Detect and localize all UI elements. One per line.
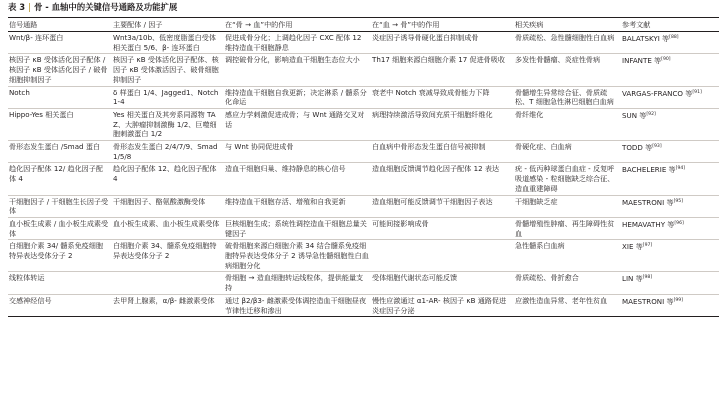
header-row: [8, 18, 719, 32]
cell-bone-to-blood: 造血干细胞归巢、维持静息的核心信号: [225, 164, 346, 174]
reference-author: XIE 等: [622, 242, 643, 252]
reference-number: [98]: [642, 275, 653, 281]
table-row: [8, 141, 719, 163]
reference-number: [93]: [652, 144, 662, 150]
reference-number: [91]: [692, 89, 702, 95]
reference-author: HEMAVATHY 等: [622, 219, 675, 229]
cell-pathway: 核因子 κB 受体活化因子配体 / 核因子 κB 受体活化因子 / 破骨细胞抑制因子: [9, 55, 108, 84]
table-caption: [8, 1, 177, 13]
cell-disease: 骨髓增生异常综合征、骨质疏松、T 细胞急性淋巴细胞白血病: [515, 87, 614, 107]
table-row: [8, 163, 719, 195]
table-row: [8, 108, 719, 140]
table-body: [8, 32, 719, 317]
cell-blood-to-bone: 可能间接影响成骨: [372, 218, 429, 228]
reference-number: [95]: [673, 198, 683, 204]
cell-reference: [621, 240, 719, 272]
reference-author: INFANTE 等: [622, 56, 662, 66]
cell-pathway: 交感神经信号: [9, 295, 52, 305]
cell-blood-to-bone: 病理持续激活导致间充质干细胞纤维化: [372, 109, 493, 119]
cell-pathway: Wnt/β- 连环蛋白: [9, 33, 64, 42]
cell-ligand: 核因子 κB 受体活化因子配体、核因子 κB 受体激活因子、破骨细胞抑制因子: [113, 55, 219, 84]
reference-author: LIN 等: [622, 274, 643, 284]
cell-blood-to-bone: Th17 细胞来源白细胞介素 17 促进骨吸收: [372, 55, 505, 65]
reference-number: [90]: [661, 57, 671, 63]
cell-reference: [621, 163, 719, 195]
cell-ligand: 血小板生成素、血小板生成素受体: [113, 218, 220, 228]
cell-disease: 应激性造血异常、老年性贫血: [515, 295, 608, 305]
cell-reference: [621, 32, 719, 54]
cell-pathway: Hippo-Yes 相关蛋白: [9, 109, 74, 119]
cell-blood-to-bone: 衰老中 Notch 衰减导致成骨能力下降: [372, 87, 490, 97]
cell-ligand: 干细胞因子、酪氨酸激酶受体: [113, 196, 206, 206]
signaling-pathway-table: [8, 17, 719, 317]
cell-blood-to-bone: 造血细胞可能反馈调节干细胞因子表达: [372, 196, 493, 206]
cell-bone-to-blood: 促进成骨分化；上调趋化因子 CXC 配体 12 维持造血干细胞静息: [225, 33, 362, 52]
cell-disease: 骨髓增殖性肿瘤、再生障碍性贫血: [515, 218, 615, 238]
cell-disease: 多发性骨髓瘤、炎症性骨病: [515, 55, 601, 65]
cell-reference: [621, 272, 719, 294]
cell-disease: 疣 - 低丙种球蛋白血症 - 反复呼吸道感染 - 粒细胞缺乏综合征、造血重建障碍: [515, 164, 615, 193]
cell-blood-to-bone: [371, 240, 514, 272]
cell-reference: [621, 54, 719, 86]
cell-bone-to-blood: 调控破骨分化，影响造血干细胞生态位大小: [225, 55, 360, 65]
cell-reference: [621, 217, 719, 239]
table-row: [8, 294, 719, 316]
cell-pathway: 线粒体转运: [9, 273, 45, 283]
caption-separator: |: [28, 2, 31, 12]
reference-author: BALATSKYI 等: [622, 34, 670, 43]
cell-disease: 骨质疏松、骨折愈合: [515, 273, 579, 283]
cell-bone-to-blood: 骨细胞 → 造血细胞转运线粒体，提供能量支持: [225, 273, 364, 293]
header-ligand: 主要配体 / 因子: [113, 19, 163, 29]
cell-disease: 骨纤维化: [515, 109, 544, 119]
header-disease: 相关疾病: [515, 19, 544, 29]
table-row: [8, 32, 719, 54]
cell-blood-to-bone: 炎症因子诱导骨硬化蛋白抑制成骨: [372, 33, 479, 42]
cell-ligand: 趋化因子配体 12、趋化因子配体 4: [113, 164, 217, 184]
cell-bone-to-blood: 维持造血干细胞存活、增殖和自我更新: [225, 196, 346, 206]
table-row: [8, 54, 719, 86]
reference-number: [97]: [642, 243, 653, 249]
cell-reference: [621, 195, 719, 217]
reference-number: [94]: [675, 166, 686, 172]
reference-author: SUN 等: [622, 110, 647, 120]
cell-bone-to-blood: 通过 β2/β3- 雌激素受体调控造血干细胞昼夜节律性迁移和渗出: [225, 295, 367, 315]
cell-bone-to-blood: 感应力学刺激促进成骨；与 Wnt 通路交叉对话: [225, 109, 365, 129]
table-row: [8, 195, 719, 217]
header-reference: 参考文献: [622, 19, 651, 29]
cell-pathway: 骨形态发生蛋白 /Smad 蛋白: [9, 142, 101, 152]
reference-number: [99]: [673, 297, 683, 303]
reference-number: [92]: [646, 111, 656, 117]
reference-author: MAESTRONI 等: [622, 296, 674, 306]
table-row: [8, 240, 719, 272]
reference-author: TODD 等: [622, 143, 653, 153]
table-header: [8, 18, 719, 32]
table-row: [8, 86, 719, 108]
cell-pathway: 干细胞因子 / 干细胞生长因子受体: [9, 196, 109, 216]
reference-author: MAESTRONI 等: [622, 197, 674, 207]
cell-pathway: 趋化因子配体 12/ 趋化因子配体 4: [9, 164, 103, 184]
cell-blood-to-bone: 受体细胞代谢状态可能反馈: [372, 273, 458, 283]
cell-reference: [621, 294, 719, 316]
cell-pathway: 白细胞介素 34/ 髓系免疫细胞特异表达受体分子 2: [9, 241, 103, 261]
cell-ligand: Yes 相关蛋白及其旁系同源物 TAZ、大肿瘤抑制激酶 1/2、巨噬细胞刺激蛋白 1/2: [113, 109, 217, 139]
cell-pathway: Notch: [9, 87, 30, 97]
cell-blood-to-bone: 慢性应激通过 α1-AR- 核因子 κB 通路促进炎症因子分泌: [372, 295, 507, 315]
table-row: [8, 217, 719, 239]
reference-number: [88]: [669, 35, 679, 40]
cell-ligand: 骨形态发生蛋白 2/4/7/9、Smad1/5/8: [113, 142, 218, 161]
cell-blood-to-bone: 白血病中骨形态发生蛋白信号被抑制: [372, 142, 486, 152]
cell-ligand: [112, 272, 224, 294]
cell-disease: 干细胞缺乏症: [515, 196, 558, 206]
cell-pathway: 血小板生成素 / 血小板生成素受体: [9, 218, 109, 238]
cell-reference: [621, 141, 719, 163]
header-bone-to-blood: 在“骨 → 血”中的作用: [225, 19, 293, 29]
cell-disease: 骨硬化症、白血病: [515, 142, 572, 152]
cell-ligand: 白细胞介素 34、髓系免疫细胞特异表达受体分子 2: [113, 241, 217, 261]
cell-bone-to-blood: 与 Wnt 协同促进成骨: [225, 142, 294, 152]
cell-bone-to-blood: 破骨细胞来源白细胞介素 34 结合髓系免疫细胞特异表达受体分子 2 诱导急性髓细胞性白血病细胞分化: [225, 241, 369, 270]
cell-ligand: 去甲肾上腺素，α/β- 雌激素受体: [113, 295, 215, 305]
table-title: 骨 - 血轴中的关键信号通路及功能扩展: [33, 2, 178, 12]
cell-reference: [621, 86, 719, 108]
cell-ligand: Wnt3a/10b、低密度脂蛋白受体相关蛋白 5/6、β- 连环蛋白: [113, 33, 216, 52]
reference-author: BACHELERIE 等: [622, 165, 676, 175]
table-number: 表 3: [8, 2, 26, 12]
cell-disease: 骨质疏松、急性髓细胞性白血病: [515, 33, 615, 42]
cell-bone-to-blood: 维持造血干细胞自我更新；决定淋系 / 髓系分化命运: [225, 87, 367, 107]
header-pathway: 信号通路: [9, 19, 38, 29]
reference-number: [96]: [674, 220, 684, 226]
header-blood-to-bone: 在“血 → 骨”中的作用: [372, 19, 440, 29]
reference-author: VARGAS-FRANCO 等: [622, 88, 693, 98]
cell-disease: 急性髓系白血病: [515, 241, 565, 251]
cell-reference: [621, 108, 719, 140]
cell-ligand: δ 样蛋白 1/4、Jagged1、Notch1-4: [113, 87, 219, 107]
cell-bone-to-blood: 巨核细胞生成；系统性调控造血干细胞总量关键因子: [225, 218, 367, 238]
table-row: [8, 272, 719, 294]
cell-blood-to-bone: 造血细胞反馈调节趋化因子配体 12 表达: [372, 164, 500, 174]
